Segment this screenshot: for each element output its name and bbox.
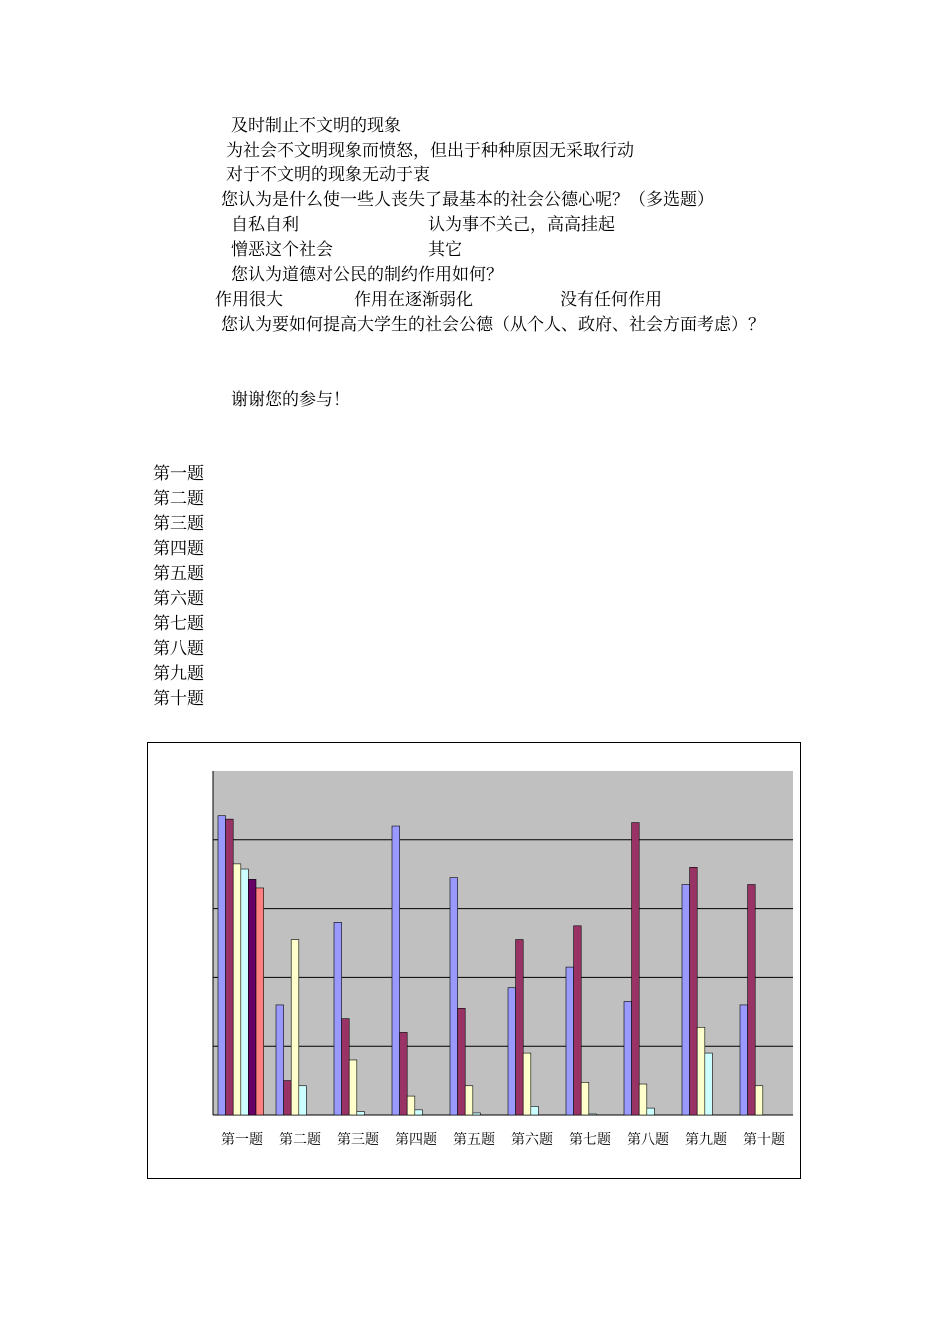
question-label: 第二题 <box>153 489 204 509</box>
bar <box>276 1005 284 1115</box>
bar <box>566 967 574 1115</box>
bar <box>256 888 264 1115</box>
bar <box>632 823 640 1115</box>
bar-chart-svg <box>148 743 800 1178</box>
x-tick-label: 第七题 <box>569 1132 611 1148</box>
bar <box>392 826 400 1115</box>
x-tick-label: 第一题 <box>221 1132 263 1148</box>
bar <box>523 1053 531 1115</box>
option-not-my-business: 认为事不关己，高高挂起 <box>428 215 615 235</box>
bar <box>407 1096 415 1115</box>
bar <box>218 816 226 1115</box>
x-tick-label: 第八题 <box>627 1132 669 1148</box>
bar <box>624 1001 632 1115</box>
option-weakening: 作用在逐渐弱化 <box>354 290 473 310</box>
question-label: 第三题 <box>153 514 204 534</box>
bar <box>589 1114 597 1115</box>
bar <box>400 1032 408 1115</box>
thanks-text: 谢谢您的参与！ <box>231 390 350 410</box>
question-label: 第一题 <box>153 464 204 484</box>
question-moral: 您认为道德对公民的制约作用如何？ <box>231 265 503 285</box>
bar <box>342 1019 350 1115</box>
question-improve: 您认为要如何提高大学生的社会公德（从个人、政府、社会方面考虑）？ <box>221 315 765 335</box>
bar <box>334 922 342 1115</box>
x-tick-label: 第十题 <box>743 1132 785 1148</box>
bar <box>357 1112 365 1115</box>
question-label: 第四题 <box>153 539 204 559</box>
question-label: 第五题 <box>153 564 204 584</box>
bar <box>697 1027 705 1115</box>
x-tick-label: 第五题 <box>453 1132 495 1148</box>
question-label: 第六题 <box>153 589 204 609</box>
option-other: 其它 <box>428 240 462 260</box>
bar <box>415 1110 423 1115</box>
option-selfish: 自私自利 <box>231 215 299 235</box>
bar <box>581 1082 589 1115</box>
option-hate-society: 憎恶这个社会 <box>231 240 333 260</box>
x-tick-label: 第六题 <box>511 1132 553 1148</box>
option-no-effect: 没有任何作用 <box>560 290 662 310</box>
bar <box>531 1106 539 1115</box>
question-label: 第七题 <box>153 614 204 634</box>
bar <box>284 1081 292 1115</box>
bar <box>740 1005 748 1115</box>
x-tick-label: 第四题 <box>395 1132 437 1148</box>
question-label: 第十题 <box>153 689 204 709</box>
bar <box>233 864 241 1115</box>
bar <box>349 1060 357 1115</box>
bar <box>226 819 234 1115</box>
x-tick-label: 第二题 <box>279 1132 321 1148</box>
bar <box>647 1108 655 1115</box>
option-stop-behavior: 及时制止不文明的现象 <box>231 116 401 136</box>
x-tick-label: 第三题 <box>337 1132 379 1148</box>
bar <box>748 885 756 1115</box>
question-label: 第八题 <box>153 639 204 659</box>
bar <box>241 869 249 1115</box>
bar <box>755 1086 763 1115</box>
question-label: 第九题 <box>153 664 204 684</box>
bar <box>299 1086 307 1115</box>
bar-chart <box>147 742 801 1179</box>
bar <box>473 1113 481 1115</box>
bar <box>248 879 256 1115</box>
bar <box>516 940 524 1115</box>
bar <box>690 867 698 1115</box>
bar <box>291 940 299 1115</box>
question-reason: 您认为是什么使一些人丧失了最基本的社会公德心呢？（多选题） <box>221 190 714 210</box>
bar <box>682 885 690 1115</box>
bar <box>465 1086 473 1115</box>
bar <box>705 1053 713 1115</box>
option-great-effect: 作用很大 <box>215 290 283 310</box>
bar <box>508 988 516 1115</box>
bar <box>639 1084 647 1115</box>
bar <box>458 1008 466 1115</box>
option-indifferent: 对于不文明的现象无动于衷 <box>226 165 430 185</box>
x-tick-label: 第九题 <box>685 1132 727 1148</box>
bar <box>450 878 458 1115</box>
bar <box>574 926 582 1115</box>
option-angry-no-action: 为社会不文明现象而愤怒，但出于种种原因无采取行动 <box>226 141 634 161</box>
